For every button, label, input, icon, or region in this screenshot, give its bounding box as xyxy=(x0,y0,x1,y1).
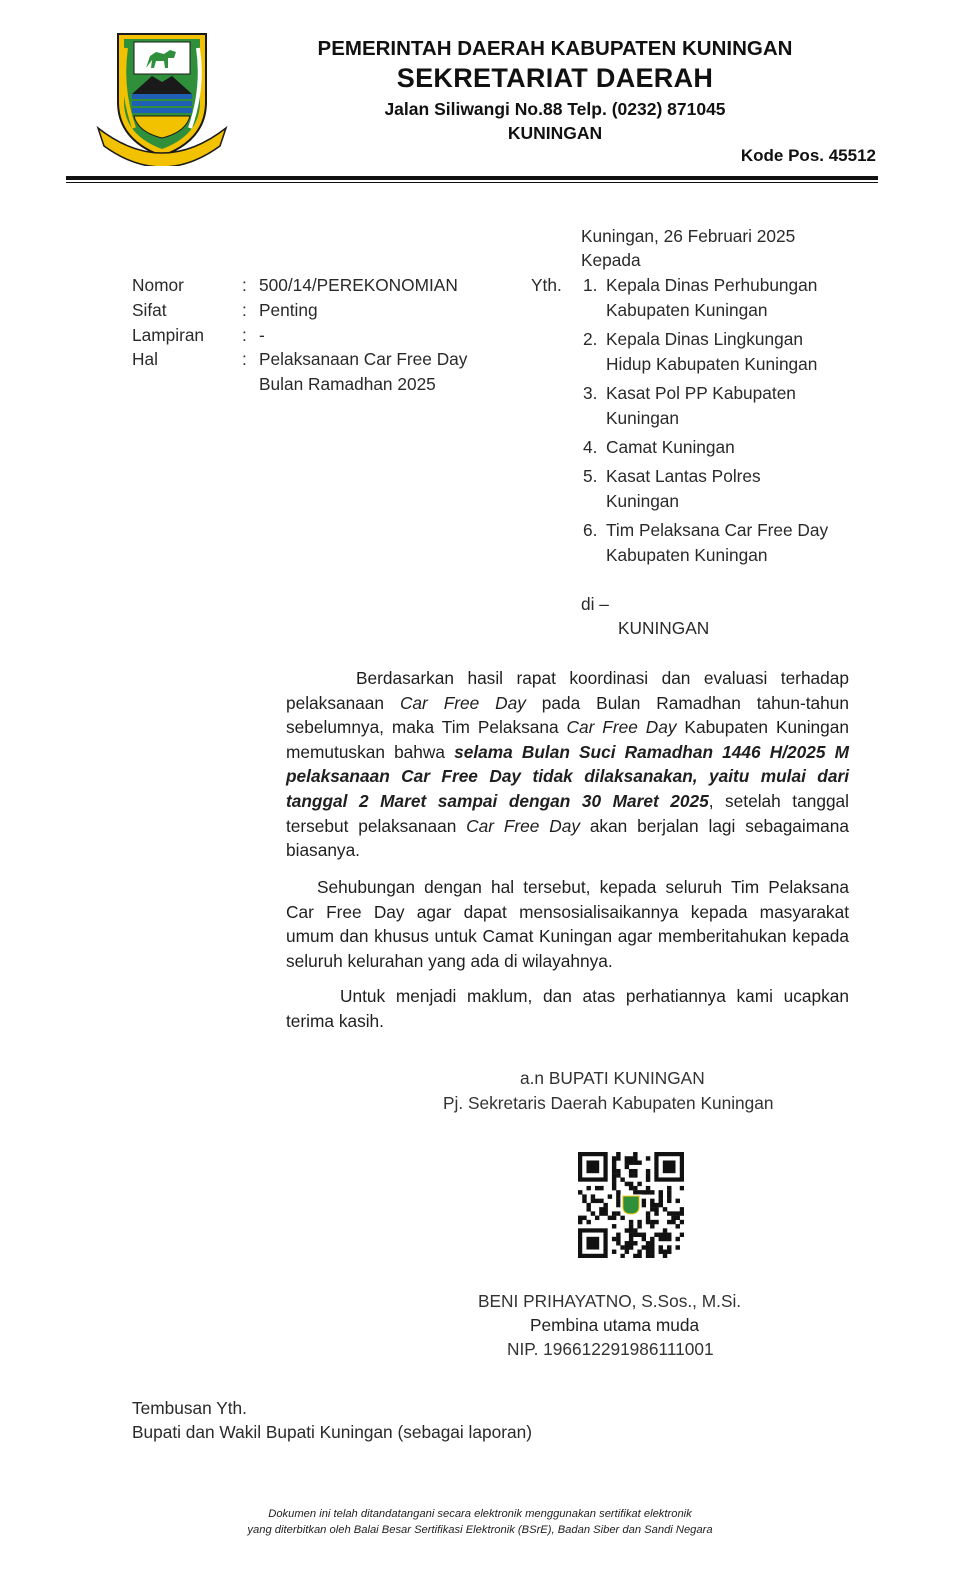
recipient-item xyxy=(606,381,856,430)
recipient-line: Kasat Lantas Polres xyxy=(606,466,761,486)
body-text-italic: Car Free Day xyxy=(566,717,677,738)
letterhead-address: Jalan Siliwangi No.88 Telp. (0232) 871045 xyxy=(384,99,726,119)
recipient-line: Tim Pelaksana Car Free Day xyxy=(606,520,829,540)
letterhead-divider xyxy=(66,176,878,180)
body-text: Berdasarkan hasil rapat koordinasi dan evaluasi terhadap pelaksanaan xyxy=(286,668,849,713)
recipient-line: Hidup Kabupaten Kuningan xyxy=(606,353,818,374)
recipient-line: Kabupaten Kuningan xyxy=(606,544,768,565)
recipient-item xyxy=(606,327,856,376)
body-paragraph-1 xyxy=(286,666,849,863)
recipient-item xyxy=(606,273,856,322)
signatory-name: BENI PRIHAYATNO, S.Sos., M.Si. xyxy=(478,1291,742,1311)
meta-value-hal: Pelaksanaan Car Free Day xyxy=(259,349,468,369)
letterhead-divider-thin xyxy=(66,182,878,183)
letterhead-government: PEMERINTAH DAERAH KABUPATEN KUNINGAN xyxy=(317,37,793,60)
meta-value-hal-line2: Bulan Ramadhan 2025 xyxy=(259,374,436,394)
meta-colon: : xyxy=(242,349,247,369)
tembusan-title: Tembusan Yth. xyxy=(132,1398,247,1418)
recipient-number: 3. xyxy=(583,383,598,403)
signature-on-behalf: a.n BUPATI KUNINGAN xyxy=(520,1068,705,1088)
letter-date: Kuningan, 26 Februari 2025 xyxy=(581,226,796,246)
recipient-number: 2. xyxy=(583,329,598,349)
di-label: di – xyxy=(581,594,609,614)
letterhead-postal-code: Kode Pos. 45512 xyxy=(740,146,876,165)
electronic-signature-note xyxy=(0,1506,960,1538)
signatory-nip: NIP. 196612291986111001 xyxy=(507,1339,714,1359)
body-text: akan berjalan lagi sebagaimana biasanya. xyxy=(286,815,849,861)
meta-label-hal: Hal xyxy=(132,349,158,369)
recipient-number: 6. xyxy=(583,520,598,540)
recipient-line: Kepala Dinas Lingkungan xyxy=(606,329,803,349)
body-text-bold-italic: selama Bulan Suci Ramadhan 1446 H/2025 M pelaksanaan Car Free Day tidak dilaksanakan, yaitu mulai dari tanggal 2 Maret sampai dengan 30 Maret 2025 xyxy=(286,741,849,811)
meta-colon: : xyxy=(242,300,247,320)
qr-code-signature xyxy=(578,1152,684,1258)
body-paragraph-3: Untuk menjadi maklum, dan atas perhatiannya kami ucapkan terima kasih. xyxy=(286,986,849,1031)
signatory-rank: Pembina utama muda xyxy=(530,1315,700,1335)
recipient-line: Kabupaten Kuningan xyxy=(606,299,768,320)
body-text: , setelah tanggal tersebut pelaksanaan xyxy=(286,790,850,836)
meta-value-nomor: 500/14/PEREKONOMIAN xyxy=(259,275,458,295)
signature-position: Pj. Sekretaris Daerah Kabupaten Kuningan xyxy=(443,1093,774,1113)
meta-value-sifat: Penting xyxy=(259,300,318,320)
recipient-line: Camat Kuningan xyxy=(606,437,735,457)
meta-value-lampiran: - xyxy=(259,325,265,345)
body-text-italic: Car Free Day xyxy=(399,692,526,713)
meta-label-sifat: Sifat xyxy=(132,300,167,320)
recipient-number: 5. xyxy=(583,466,598,486)
recipient-number: 1. xyxy=(583,275,598,295)
kabupaten-kuningan-logo xyxy=(94,28,230,166)
footer-line: Dokumen ini telah ditandatangani secara elektronik menggunakan sertifikat elektronik xyxy=(268,1508,692,1520)
recipient-line: Kuningan xyxy=(606,407,680,428)
letterhead-city: KUNINGAN xyxy=(507,123,603,143)
yth-label: Yth. xyxy=(531,275,562,295)
recipient-item xyxy=(606,464,856,513)
meta-colon: : xyxy=(242,275,247,295)
meta-label-nomor: Nomor xyxy=(132,275,184,295)
body-text-italic: Car Free Day xyxy=(466,815,580,836)
recipient-item xyxy=(606,518,856,567)
letterhead-office: SEKRETARIAT DAERAH xyxy=(396,63,714,93)
di-place: KUNINGAN xyxy=(618,618,710,638)
recipient-item xyxy=(606,435,856,460)
body-paragraph-2: Sehubungan dengan hal tersebut, kepada seluruh Tim Pelaksana Car Free Day agar dapat mensosialisaikannya kepada masyarakat umum dan khusus untuk Camat Kuningan agar memberitahukan kepada seluruh kelurahan yang ada di wilayahnya. xyxy=(286,877,849,971)
tembusan-item: Bupati dan Wakil Bupati Kuningan (sebagai laporan) xyxy=(132,1422,532,1442)
body-text: Kabupaten Kuningan memutuskan bahwa xyxy=(286,717,849,762)
recipient-line: Kasat Pol PP Kabupaten xyxy=(606,383,796,403)
footer-line: yang diterbitkan oleh Balai Besar Sertifikasi Elektronik (BSrE), Badan Siber dan Sandi Negara xyxy=(247,1524,713,1536)
meta-colon: : xyxy=(242,325,247,345)
kepada-label: Kepada xyxy=(581,250,641,270)
recipient-number: 4. xyxy=(583,437,598,457)
recipient-line: Kepala Dinas Perhubungan xyxy=(606,275,818,295)
meta-label-lampiran: Lampiran xyxy=(132,325,205,345)
body-text: pada Bulan Ramadhan tahun-tahun sebelumnya, maka Tim Pelaksana xyxy=(286,692,849,738)
recipient-line: Kuningan xyxy=(606,490,680,511)
